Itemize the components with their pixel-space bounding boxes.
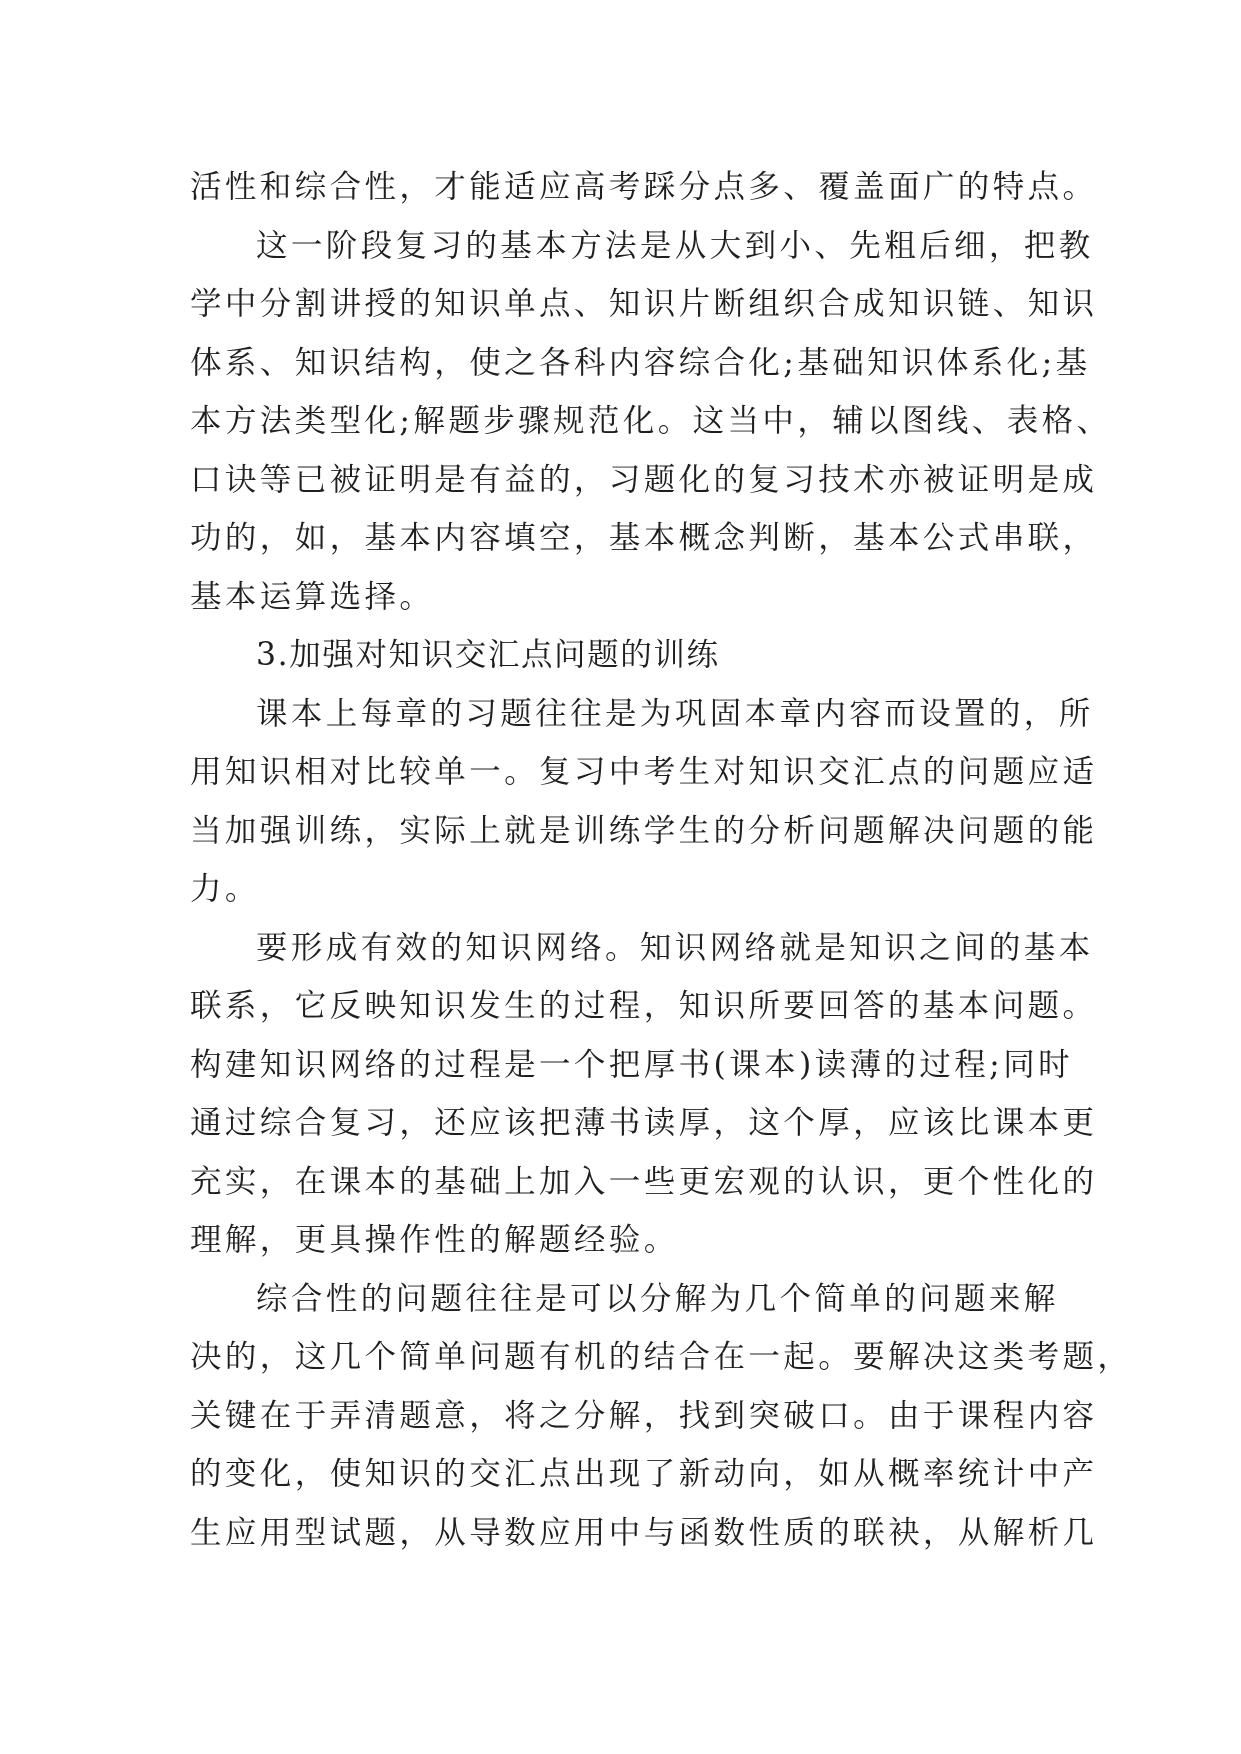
text-line: 这一阶段复习的基本方法是从大到小、先粗后细，把教	[256, 227, 1094, 264]
text-line: 通过综合复习，还应该把薄书读厚，这个厚，应该比课本更	[190, 1105, 1098, 1141]
text-line: 构建知识网络的过程是一个把厚书(课本)读薄的过程;同时	[190, 1046, 1073, 1083]
body-text	[190, 158, 1133, 1562]
text-line: 力。	[190, 871, 260, 907]
text-line: 决的，这几个简单问题有机的结合在一起。要解决这类考题，	[190, 1339, 1133, 1375]
text-line: 体系、知识结构，使之各科内容综合化;基础知识体系化;基	[190, 344, 1091, 381]
text-line: 用知识相对比较单一。复习中考生对知识交汇点的问题应适	[190, 754, 1098, 790]
text-line: 关键在于弄清题意，将之分解，找到突破口。由于课程内容	[190, 1397, 1098, 1434]
text-line: 理解，更具操作性的解题经验。	[190, 1222, 679, 1258]
text-line: 联系，它反映知识发生的过程，知识所要回答的基本问题。	[190, 988, 1098, 1024]
text-line: 学中分割讲授的知识单点、知识片断组织合成知识链、知识	[190, 286, 1098, 322]
text-line: 充实，在课本的基础上加入一些更宏观的认识，更个性化的	[190, 1163, 1098, 1200]
text-line: 的变化，使知识的交汇点出现了新动向，如从概率统计中产	[190, 1456, 1098, 1492]
text-line: 要形成有效的知识网络。知识网络就是知识之间的基本	[256, 929, 1094, 966]
text-line: 功的，如，基本内容填空，基本概念判断，基本公式串联，	[190, 520, 1098, 556]
text-line: 口诀等已被证明是有益的，习题化的复习技术亦被证明是成	[190, 461, 1098, 498]
section-heading: 3.加强对知识交汇点问题的训练	[256, 637, 720, 673]
text-line: 基本运算选择。	[190, 578, 435, 615]
text-line: 课本上每章的习题往往是为巩固本章内容而设置的，所	[256, 695, 1094, 732]
text-line: 生应用型试题，从导数应用中与函数性质的联袂，从解析几	[190, 1514, 1098, 1551]
text-line: 本方法类型化;解题步骤规范化。这当中，辅以图线、表格、	[190, 403, 1112, 439]
text-line: 综合性的问题往往是可以分解为几个简单的问题来解	[256, 1280, 1059, 1317]
text-line: 活性和综合性，才能适应高考踩分点多、覆盖面广的特点。	[190, 169, 1098, 205]
text-line: 当加强训练，实际上就是训练学生的分析问题解决问题的能	[190, 812, 1098, 849]
